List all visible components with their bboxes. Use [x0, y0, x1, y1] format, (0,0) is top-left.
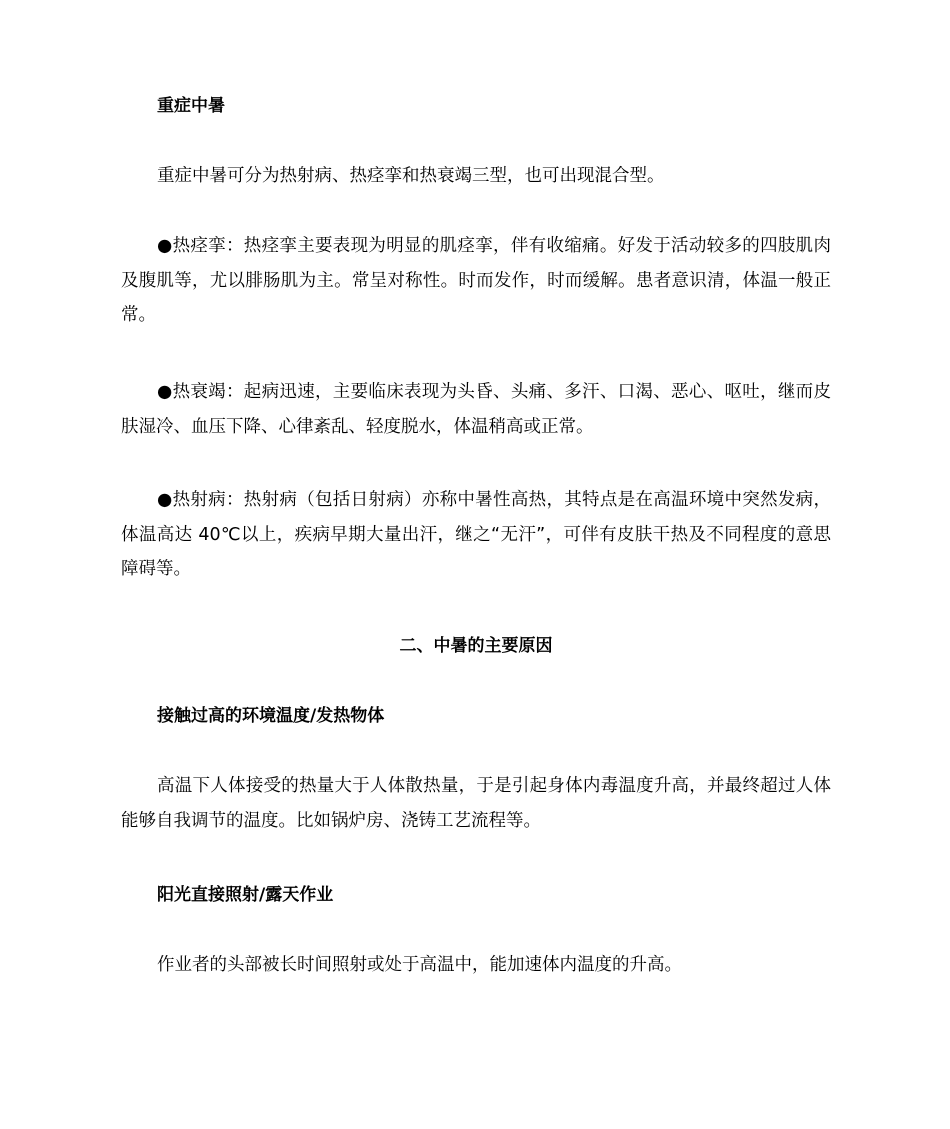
subheading-environment-contact: 接触过高的环境温度/发热物体 — [157, 706, 385, 726]
paragraph-heat-stroke: ●热射病：热射病（包括日射病）亦称中暑性高热，其特点是在高温环境中突然发病，体温高达 40℃以上，疾病早期大量出汗，继之“无汗”，可伴有皮肤干热及不同程度的意思障碍等。 — [121, 490, 831, 579]
paragraph-heat-cramps: ●热痉挛：热痉挛主要表现为明显的肌痉挛，伴有收缩痛。好发于活动较多的四肢肌肉及腹肌等，尤以腓肠肌为主。常呈对称性。时而发作，时而缓解。患者意识清，体温一般正常。 — [121, 236, 831, 325]
subheading-severe-heatstroke: 重症中暑 — [157, 96, 225, 116]
section-heading-main-causes: 二、中暑的主要原因 — [399, 636, 553, 656]
paragraph-heatstroke-types: 重症中暑可分为热射病、热痉挛和热衰竭三型，也可出现混合型。 — [157, 166, 665, 186]
paragraph-heat-exhaustion: ●热衰竭：起病迅速，主要临床表现为头昏、头痛、多汗、口渴、恶心、呕吐，继而皮肤湿冷、血压下降、心律紊乱、轻度脱水，体温稍高或正常。 — [121, 382, 831, 437]
paragraph-environment-contact: 高温下人体接受的热量大于人体散热量，于是引起身体内毒温度升高，并最终超过人体能够自我调节的温度。比如锅炉房、浇铸工艺流程等。 — [121, 776, 831, 831]
paragraph-sun-exposure: 作业者的头部被长时间照射或处于高温中，能加速体内温度的升高。 — [157, 955, 682, 975]
subheading-sun-exposure: 阳光直接照射/露天作业 — [157, 885, 334, 905]
